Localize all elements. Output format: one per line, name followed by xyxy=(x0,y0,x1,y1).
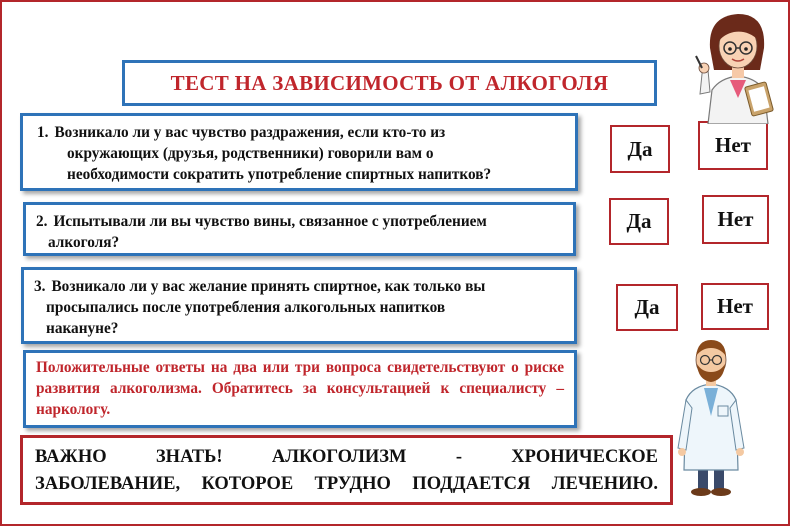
question-3-yes-button[interactable]: Да xyxy=(616,284,678,331)
question-1-line1: Возникало ли у вас чувство раздражения, если кто-то из xyxy=(54,124,446,141)
page-title: ТЕСТ НА ЗАВИСИМОСТЬ ОТ АЛКОГОЛЯ xyxy=(170,70,609,95)
important-line1: ВАЖНО ЗНАТЬ! АЛКОГОЛИЗМ - ХРОНИЧЕСКОЕ xyxy=(35,447,658,467)
warning-box xyxy=(23,350,577,428)
warning-text: Положительные ответы на два или три вопроса свидетельствуют о риске развития алкоголизма. Обратитесь за консультацией к специалисту – наркологу. xyxy=(36,359,564,418)
question-1-line2: окружающих (друзья, родственники) говорили вам о xyxy=(67,145,434,162)
question-3-number: 3. xyxy=(34,278,46,295)
question-1-number: 1. xyxy=(37,124,49,141)
important-box xyxy=(20,435,673,505)
question-2-line1: Испытывали ли вы чувство вины, связанное с употреблением xyxy=(53,213,487,230)
question-1-no-button[interactable]: Нет xyxy=(698,121,768,170)
question-2-box xyxy=(23,202,576,256)
question-1-line3: необходимости сократить употребление спиртных напитков? xyxy=(67,166,492,183)
question-3-line1: Возникало ли у вас желание принять спиртное, как только вы xyxy=(51,278,486,295)
question-2-line2: алкоголя? xyxy=(48,234,120,251)
female-doctor-illustration xyxy=(690,8,786,124)
question-2-yes-button[interactable]: Да xyxy=(609,198,669,245)
question-3-line2: просыпались после употребления алкогольных напитков xyxy=(46,299,446,316)
question-3-line3: накануне? xyxy=(46,320,119,337)
question-2-number: 2. xyxy=(36,213,48,230)
question-1-yes-button[interactable]: Да xyxy=(610,125,670,173)
question-1-box xyxy=(20,113,578,191)
important-line2: ЗАБОЛЕВАНИЕ, КОТОРОЕ ТРУДНО ПОДДАЕТСЯ ЛЕЧЕНИЮ. xyxy=(35,474,658,494)
question-3-no-button[interactable]: Нет xyxy=(701,283,769,330)
question-3-box xyxy=(21,267,577,344)
question-2-no-button[interactable]: Нет xyxy=(702,195,769,244)
male-doctor-illustration xyxy=(668,336,754,500)
title-box xyxy=(122,60,657,106)
